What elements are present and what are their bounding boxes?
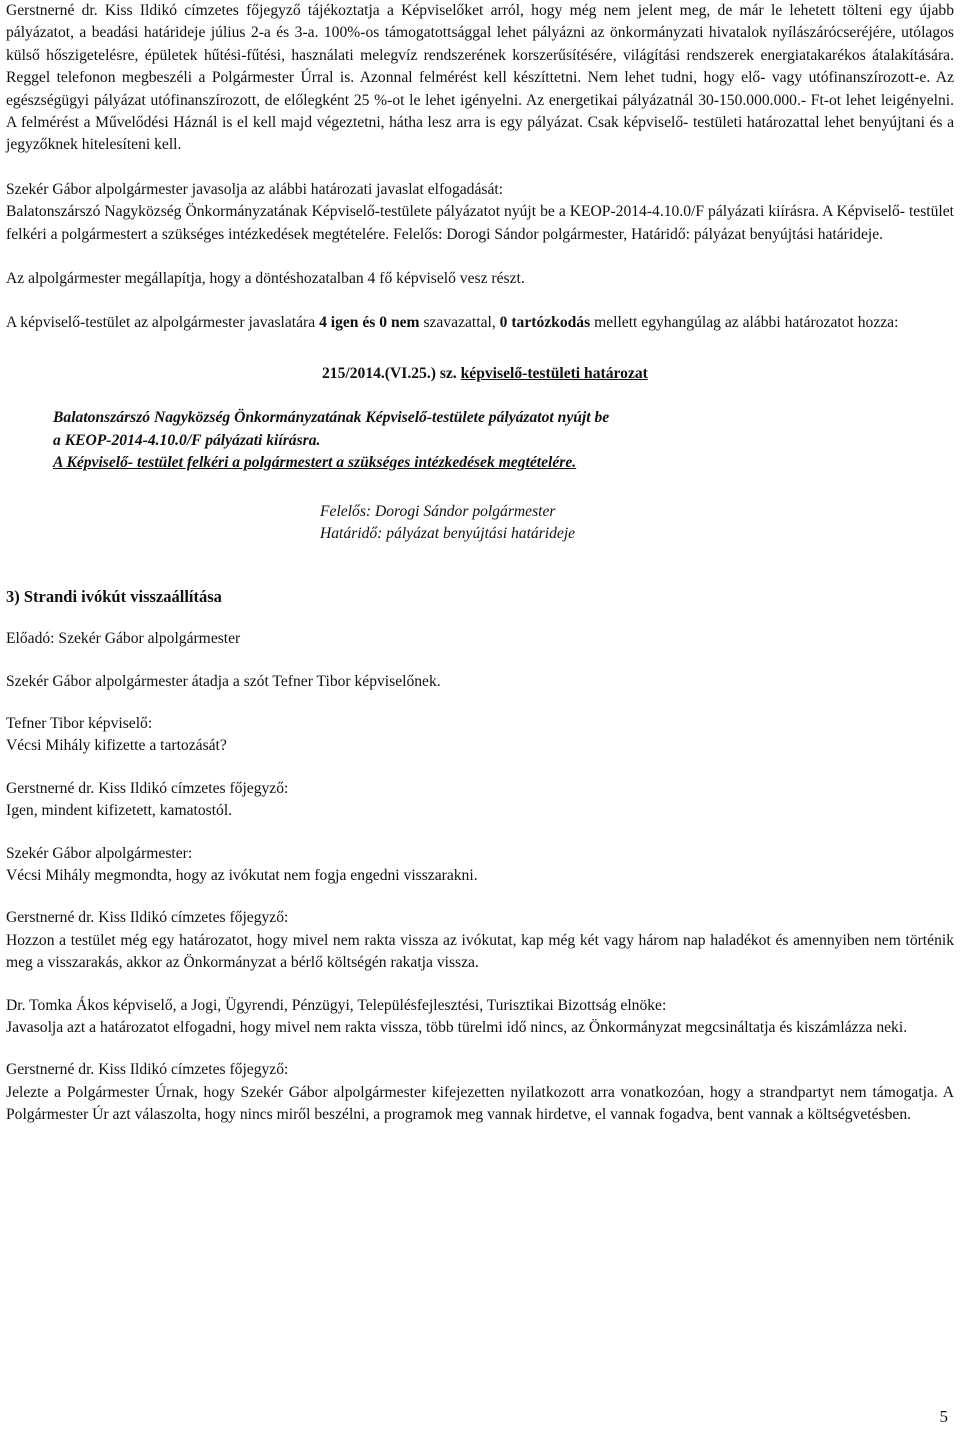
section-title: 3) Strandi ivókút visszaállítása [6,586,222,606]
vote-statement [6,312,954,334]
page-number: 5 [939,1407,948,1426]
proposal-block [6,179,954,246]
vote-pre: A képviselő-testület az alpolgármester javaslatára [6,314,320,332]
vote-post: mellett egyhangúlag az alábbi határozatot hozza: [590,314,899,332]
quorum-statement: Az alpolgármester megállapítja, hogy a döntéshozatalban 4 fő képviselő vesz részt. [6,270,525,288]
vote-mid: szavazattal, [419,314,500,332]
dialogue-text: Jelezte a Polgármester Úrnak, hogy Szekér Gábor alpolgármester kifejezetten nyilatkozott arra vonatkozóan, hogy a strandpartyt nem támogatja. A Polgármester Úr azt válaszolta, hogy nincs miről beszélni, a programok meg vannak hirdetve, el vannak fogadva, bent vannak a költségvetésben. [6,1083,954,1124]
dialogue-text: Igen, mindent kifizetett, kamatostól. [6,802,233,820]
vote-abstention: 0 tartózkodás [499,314,591,332]
resolution-responsibility [320,501,954,546]
resolution-line-2: a KEOP-2014-4.10.0/F pályázati kiírásra. [53,431,321,449]
resolution-number: 215/2014.(VI.25.) sz. [322,364,457,382]
dialogue-speaker: Gerstnerné dr. Kiss Ildikó címzetes főjegyző: [6,909,289,927]
dialogue-entry [6,778,954,823]
proposal-intro: Szekér Gábor alpolgármester javasolja az alábbi határozati javaslat elfogadását: [6,180,504,198]
resolution-line-3: A Képviselő- testület felkéri a polgármestert a szükséges intézkedések megtételére. [53,454,577,472]
dialogue-text: Vécsi Mihály kifizette a tartozását? [6,737,227,755]
dialogue-speaker: Tefner Tibor képviselő: [6,715,153,732]
resolution-body [53,407,954,475]
dialogue-speaker: Szekér Gábor alpolgármester: [6,844,193,862]
resolution-title: képviselő-testületi határozat [460,364,648,382]
paragraph-tajekoztatas: Gerstnerné dr. Kiss Ildikó címzetes főjegyző tájékoztatja a Képviselőket arról, hogy még nem jelent meg, de már le lehetett tölteni egy újabb pályázatot, a beadási határideje július 2-a és 3-a. 100%-os támogatottsággal lehet pályázni az önkormányzati hivatalok nyílászárócseréjére, utólagos külső hőszigetelésre, épületek hűtési-fűtési, használati melegvíz rendszerének korszerűsítésére, világítási rendszerek energiatakarékos átalakítására. Reggel telefonon megbeszéli a Polgármester Úrral is. Azonnal felmérést kell készíttetni. Nem lehet tudni, hogy elő- vagy utófinanszírozott-e. Az egészségügyi pályázat utófinanszírozott, de előlegként 25 %-ot le lehet igényelni. Az energetikai pályázatnál 30-150.000.000.- Ft-ot lehet leigényelni. A felmérést a Művelődési Háznál is el kell majd végeztetni, hátha lesz arra is egy pályázat. Csak képviselő- testületi határozattal lehet benyújtani és a jegyzőknek hitelesíteni kell. [6,2,954,154]
dialogue-entry [6,995,954,1040]
dialogue-entry [6,1059,954,1126]
dialogue-text: Hozzon a testület még egy határozatot, hogy mivel nem rakta vissza az ivókutat, kap még két vagy három nap haladékot és amennyiben nem történik meg a visszarakás, akkor az Önkormányzat a bérlő költségén rakatja vissza. [6,931,954,972]
dialogue-speaker: Gerstnerné dr. Kiss Ildikó címzetes főjegyző: [6,1061,289,1079]
dialogue-text: Javasolja azt a határozatot elfogadni, hogy mivel nem rakta vissza, több türelmi idő nincs, az Önkormányzat megcsináltatja és kiszámlázza neki. [6,1019,908,1037]
dialogue-text: Vécsi Mihály megmondta, hogy az ivókutat nem fogja engedni visszarakni. [6,867,478,885]
dialogue-speaker: Dr. Tomka Ákos képviselő, a Jogi, Ügyrendi, Pénzügyi, Településfejlesztési, Turisztikai Bizottság elnöke: [6,996,667,1014]
dialogue-entry [6,907,954,974]
dialogue-entry [6,843,954,888]
proposal-text: Balatonszárszó Nagyközség Önkormányzatának Képviselő-testülete pályázatot nyújt be a KEOP-2014-4.10.0/F pályázati kiírásra. A Képviselő- testület felkéri a polgármestert a szükséges intézkedések megtételére. Felelős: Dorogi Sándor polgármester, Határidő: pályázat benyújtási határideje. [6,203,954,243]
vote-yes-no: 4 igen és 0 nem [319,314,420,332]
resolution-responsible: Felelős: Dorogi Sándor polgármester [320,502,556,520]
dialogue-speaker: Gerstnerné dr. Kiss Ildikó címzetes főjegyző: [6,779,289,797]
resolution-heading [322,363,954,385]
dialogue-entry [6,713,954,758]
section-presenter: Előadó: Szekér Gábor alpolgármester [6,630,241,648]
resolution-line-1: Balatonszárszó Nagyközség Önkormányzatának Képviselő-testülete pályázatot nyújt be [53,409,610,427]
resolution-deadline: Határidő: pályázat benyújtási határideje [320,525,576,543]
section-intro: Szekér Gábor alpolgármester átadja a szót Tefner Tibor képviselőnek. [6,672,441,690]
